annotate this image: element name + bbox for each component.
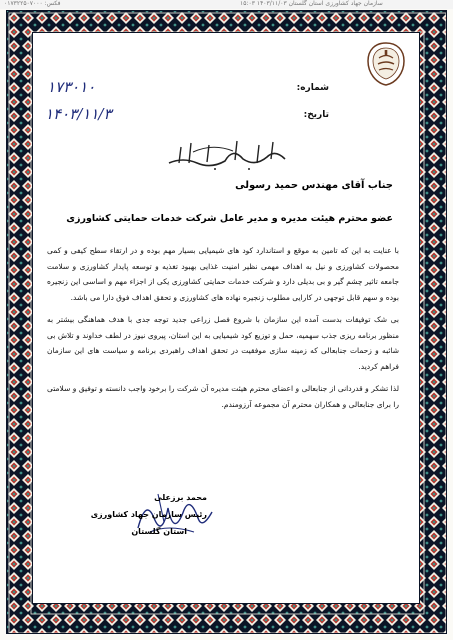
letter-body-text <box>47 243 399 412</box>
jahad-keshavarzi-logo <box>366 41 406 87</box>
date-label: تاریخ: <box>303 110 329 120</box>
letter-body-area <box>33 33 419 603</box>
number-value-handwritten: ۱۷۳۰۱۰ <box>47 78 96 96</box>
number-label: شماره: <box>296 83 329 93</box>
body-paragraph-1: با عنایت به این که تامین به موقع و استاندارد کود های شیمیایی بسیار مهم بوده و در ارتقاء سطح کیفی و کمی محصولات کشاورزی و نیل به اهداف مهمی نظیر امنیت غذایی بهبود تغذیه و توسعه پایدار کشاورزی و سلامت جامعه تاثیر چشم گیر و بی بدیلی دارد و شرکت خدمات حمایتی کشاورزی یکی از اجزاء مهم و اساسی این زنجیره بوده و سهم قابل توجهی در کارایی مطلوب زنجیره نهاده های کشاورزی و تحقق اهداف فوق دارا می باشد. <box>47 246 399 302</box>
basmala-calligraphy <box>163 133 293 173</box>
date-value-handwritten: ۱۴۰۳/۱۱/۳ <box>45 105 112 123</box>
fax-header-strip <box>0 0 453 9</box>
body-paragraph-3: لذا تشکر و قدردانی از جنابعالی و اعضای محترم هیئت مدیره آن شرکت را برخود واجب دانسته و توفیق و سلامتی را برای جنابعالی و همکاران محترم آن مجموعه آرزومندم. <box>47 384 399 409</box>
fax-header-left: فکس: ۰۱۷۳۲۲۵۰۷۰۰۰ <box>4 0 61 7</box>
signer-name: محمد برزعلی <box>154 493 207 502</box>
logo-emblem-icon <box>366 41 406 87</box>
signer-title: رئیس سازمان جهاد کشاورزی <box>90 510 207 519</box>
basmala-calligraphy-icon <box>163 133 293 173</box>
fax-header-right: سازمان جهاد کشاورزی استان گلستان ۱۴۰۳/۱۱/۰۳ ۱۵:۰۳ <box>240 0 383 7</box>
body-paragraph-2: بی شک توفیقات بدست آمده این سازمان با شروع فصل زراعی جدید توجه جدی با هدف هماهنگی بیشتر به منظور برنامه ریزی جذب سهمیه، حمل و توزیع کود شیمیایی به این استان، پیروی نیوز در لطف خداوند و تلاش بی شائبه و زحمات جنابعالی که زمینه سازی موفقیت در تحقق اهداف راهبردی برنامه و سیاست های این سازمان فراهم کردید. <box>47 315 399 371</box>
recipient-name: جناب آقای مهندس حمید رسولی <box>235 180 393 191</box>
signer-province: استان گلستان <box>131 527 187 536</box>
recipient-title: عضو محترم هیئت مدیره و مدیر عامل شرکت خدمات حمایتی کشاورزی <box>66 213 393 224</box>
